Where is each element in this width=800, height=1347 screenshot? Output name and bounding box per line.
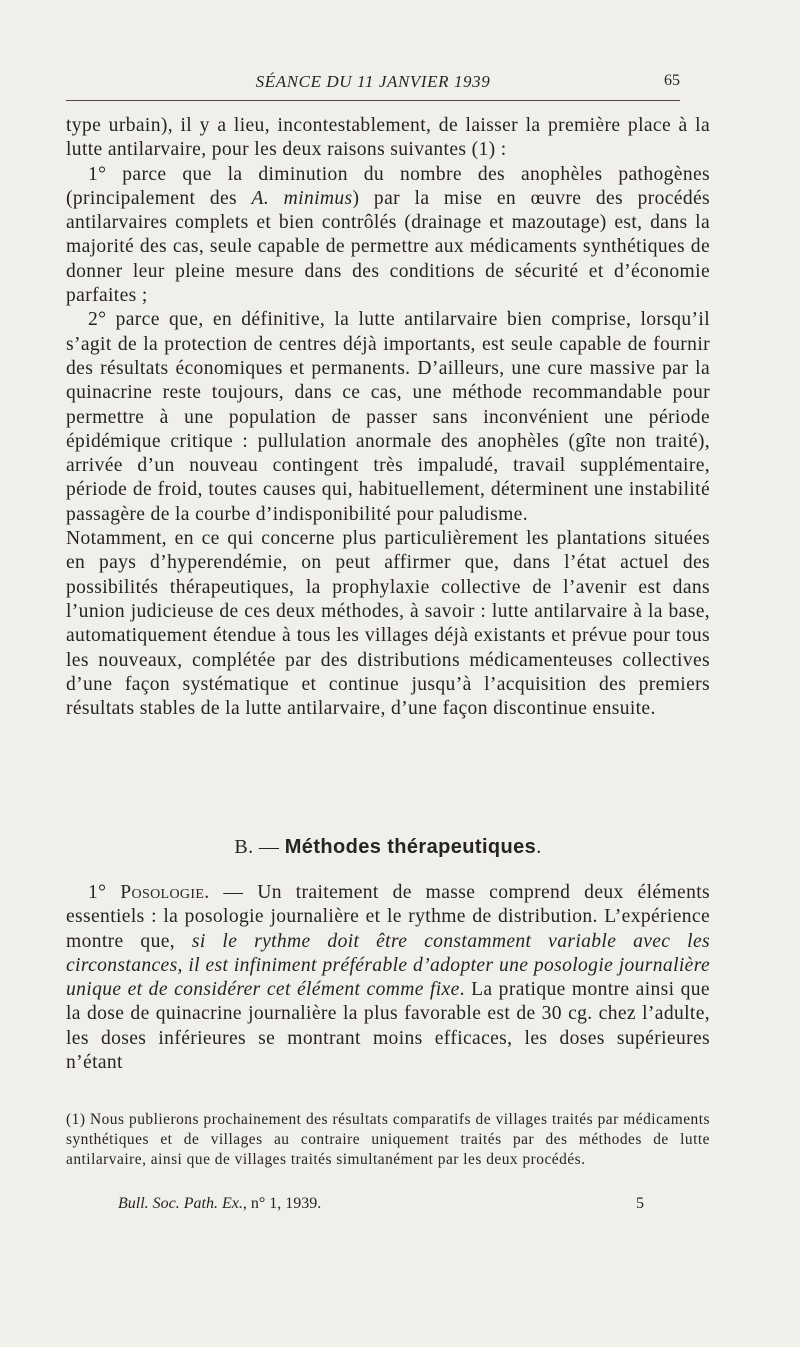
- running-title: SÉANCE DU 11 JANVIER 1939: [255, 72, 491, 91]
- paragraph-reason-2: 2° parce que, en définitive, la lutte antilarvaire bien comprise, lorsqu’il s’agit de la protection de centres déjà importants, est seule capable de fournir des résultats économiques et permanents. D’ailleurs, une cure massive par la quinacrine reste toujours, dans ce cas, une méthode recommandable pour permettre à une population de passer sans inconvénient une période épidémique critique : pullulation anormale des anophèles (gîte non traité), arrivée d’un nouveau contingent très impaludé, travail supplémentaire, période de froid, toutes causes qui, habituellement, déterminent une instabilité passagère de la courbe d’indisponibilité pour paludisme.: [66, 309, 710, 525]
- paragraph-reason-1: [66, 163, 710, 309]
- section-heading: [66, 836, 710, 859]
- footnote: (1) Nous publierons prochainement des résultats comparatifs de villages traités par médicaments synthétiques et de villages au contraire uniquement traités par des méthodes de lutte antilarvaire, ainsi que de villages traités simultanément par les deux procédés.: [66, 1111, 710, 1168]
- section-title: Méthodes thérapeutiques: [284, 836, 537, 858]
- posologie-text-b: . La pratique montre ainsi que la dose de quinacrine journalière la plus favorable est de 30 cg. chez l’adulte, les doses inférieures se montrant moins efficaces, les doses supérieures n’étant: [66, 979, 710, 1074]
- journal-citation: [118, 1195, 321, 1213]
- posologie-emphasis: si le rythme doit être constamment variable avec les circonstances, il est infiniment préférable d’adopter une posologie journalière unique et de considérer cet élément comme fixe: [66, 930, 710, 1001]
- reason-1-text-a: 1° parce que la diminution du nombre des anophèles pathogènes (principalement des: [66, 163, 710, 209]
- journal-issue: , n° 1, 1939.: [242, 1195, 322, 1212]
- journal-name: Bull. Soc. Path. Ex.: [118, 1195, 243, 1212]
- page-footer: [66, 1195, 710, 1217]
- page-number: 65: [664, 72, 680, 89]
- section-prefix: B. —: [234, 836, 285, 858]
- species-name: A. minimus: [251, 187, 353, 209]
- paragraph-continuation: type urbain), il y a lieu, incontestablement, de laisser la première place à la lutte antilarvaire, pour les deux raisons suivantes (1) :: [66, 115, 710, 161]
- posologie-text-a: — Un traitement de masse comprend deux éléments essentiels : la posologie journalière et le rythme de distribution. L’expérience montre que,: [66, 882, 710, 952]
- paragraph-posologie: [66, 881, 710, 1075]
- reason-1-text-b: ) par la mise en œuvre des procédés antilarvaires complets et bien contrôlés (drainage et mazoutage) est, dans la majorité des cas, seule capable de permettre aux médicaments synthétiques de donner leur pleine mesure dans des conditions de sécurité et d’économie parfaites ;: [66, 187, 710, 307]
- posologie-section: [66, 881, 710, 1075]
- paragraph-notamment: Notamment, en ce qui concerne plus particulièrement les plantations situées en pays d’hyperendémie, on peut affirmer que, dans l’état actuel des possibilités thérapeutiques, la prophylaxie collective de l’avenir est dans l’union judicieuse de ces deux méthodes, à savoir : lutte antilarvaire à la base, automatiquement étendue à tous les villages déjà existants et prévue pour tous les nouveaux, complétée par des distributions médicamenteuses collectives d’une façon systématique et continue jusqu’à l’acquisition des premiers résultats stables de la lutte antilarvaire, d’une façon discontinue ensuite.: [66, 528, 710, 720]
- sheet-number: 5: [636, 1195, 644, 1212]
- posologie-number: 1°: [88, 882, 107, 903]
- section-suffix: .: [536, 836, 542, 858]
- posologie-heading: Posologie.: [120, 882, 210, 903]
- main-text: [66, 114, 710, 721]
- page-header: [66, 70, 680, 101]
